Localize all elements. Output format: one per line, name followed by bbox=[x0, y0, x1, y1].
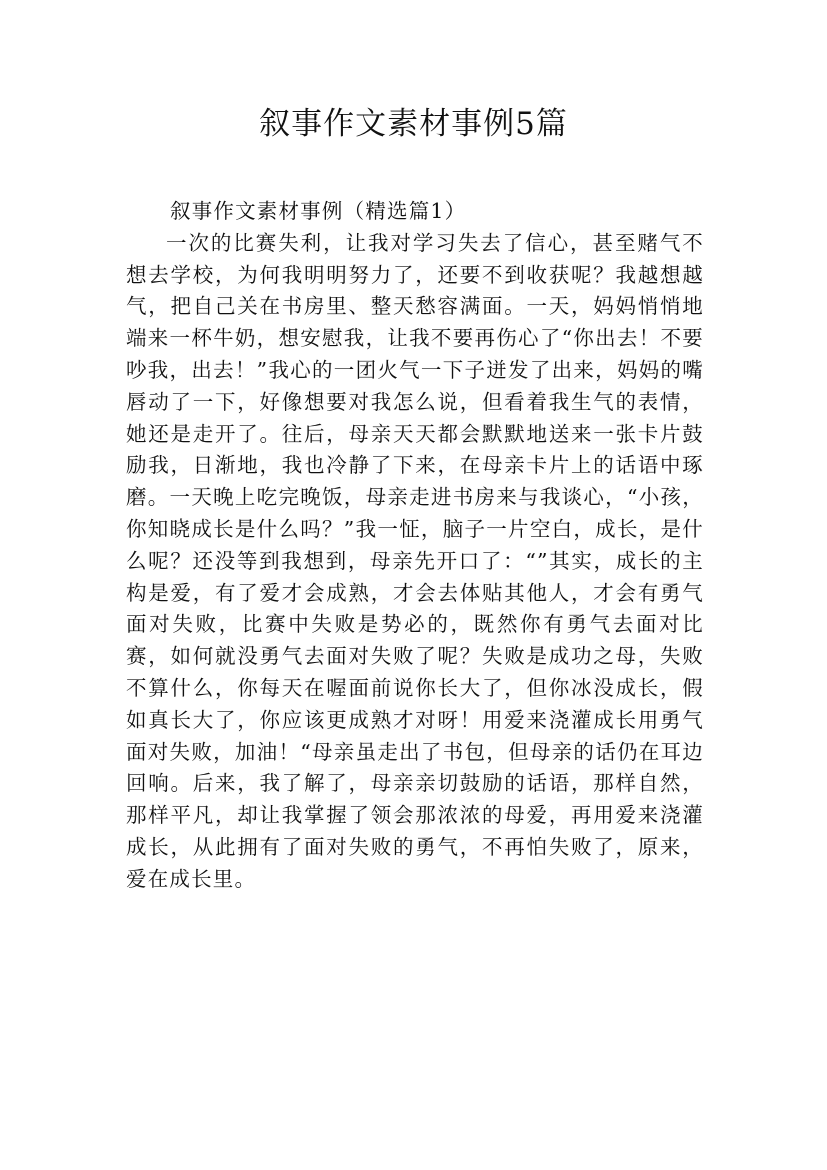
section-subheading: 叙事作文素材事例（精选篇1） bbox=[170, 199, 467, 223]
body-paragraph: 一次的比赛失利，让我对学习失去了信心，甚至赌气不想去学校，为何我明明努力了，还要不到收获呢？我越想越气，把自己关在书房里、整天愁容满面。一天，妈妈悄悄地端来一杯牛奶，想安慰我，让我不要再伤心了“你出去！不要吵我，出去！”我心的一团火气一下子迸发了出来，妈妈的嘴唇动了一下，好像想要对我怎么说，但看着我生气的表情，她还是走开了。往后，母亲天天都会默默地送来一张卡片鼓励我，日渐地，我也冷静了下来，在母亲卡片上的话语中琢磨。一天晚上吃完晚饭，母亲走进书房来与我谈心，“小孩，你知晓成长是什么吗？”我一怔，脑子一片空白，成长，是什么呢？还没等到我想到，母亲先开口了：“”其实，成长的主构是爱，有了爱才会成熟，才会去体贴其他人，才会有勇气面对失败，比赛中失败是势必的，既然你有勇气去面对比赛，如何就没勇气去面对失败了呢？失败是成功之母，失败不算什么，你每天在喔面前说你长大了，但你冰没成长，假如真长大了，你应该更成熟才对呀！用爱来浇灌成长用勇气面对失败，加油！“母亲虽走出了书包，但母亲的话仍在耳边回响。后来，我了解了，母亲亲切鼓励的话语，那样自然，那样平凡，却让我掌握了领会那浓浓的母爱，再用爱来浇灌成长，从此拥有了面对失败的勇气，不再怕失败了，原来，爱在成长里。 bbox=[126, 230, 704, 891]
document-title: 叙事作文素材事例5篇 bbox=[259, 106, 568, 142]
document-body bbox=[126, 196, 704, 896]
